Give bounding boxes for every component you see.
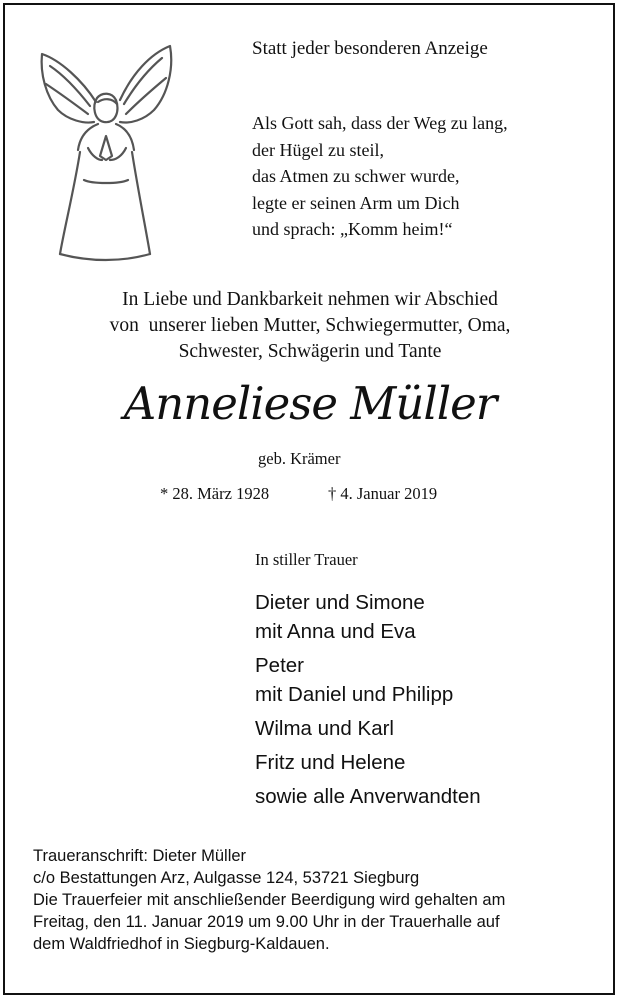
mourning-label: In stiller Trauer (255, 550, 358, 569)
family-group (255, 748, 481, 777)
family-line: Dieter und Simone (255, 591, 425, 614)
deceased-name: Anneliese Müller (123, 377, 497, 430)
address-line: c/o Bestattungen Arz, Aulgasse 124, 53721 Siegburg (33, 869, 420, 887)
farewell-line: Schwester, Schwägerin und Tante (178, 341, 442, 362)
family-line: Peter (255, 654, 304, 677)
family-group (255, 714, 481, 743)
poem-line: Als Gott sah, dass der Weg zu lang, (252, 113, 508, 133)
farewell-line: von unserer lieben Mutter, Schwiegermutter, Oma, (109, 315, 511, 336)
maiden-name: geb. Krämer (258, 449, 341, 468)
service-line: Freitag, den 11. Januar 2019 um 9.00 Uhr in der Trauerhalle auf (33, 913, 500, 931)
service-line: Die Trauerfeier mit anschließender Beerdigung wird gehalten am (33, 891, 506, 909)
family-group (255, 651, 481, 709)
poem-line: und sprach: „Komm heim!“ (252, 219, 453, 239)
family-list (255, 588, 481, 816)
poem-line: der Hügel zu steil, (252, 139, 384, 160)
service-line: dem Waldfriedhof in Siegburg-Kaldauen. (33, 935, 330, 953)
address-line: Traueranschrift: Dieter Müller (33, 847, 247, 865)
family-line: mit Anna und Eva (255, 620, 416, 643)
poem-line: legte er seinen Arm um Dich (252, 192, 460, 213)
family-line: Fritz und Helene (255, 751, 406, 774)
family-line: Wilma und Karl (255, 717, 394, 740)
farewell-text (0, 287, 620, 365)
farewell-line: In Liebe und Dankbarkeit nehmen wir Abschied (122, 289, 498, 310)
family-group (255, 782, 481, 811)
family-group (255, 588, 481, 646)
poem-line: das Atmen zu schwer wurde, (252, 166, 460, 186)
death-date: † 4. Januar 2019 (328, 484, 438, 503)
poem (252, 110, 508, 243)
footer (33, 845, 505, 955)
family-line: sowie alle Anverwandten (255, 785, 481, 808)
birth-date: * 28. März 1928 (160, 484, 270, 503)
angel-icon (34, 40, 174, 270)
notice-heading: Statt jeder besonderen Anzeige (252, 38, 488, 59)
family-line: mit Daniel und Philipp (255, 683, 454, 706)
